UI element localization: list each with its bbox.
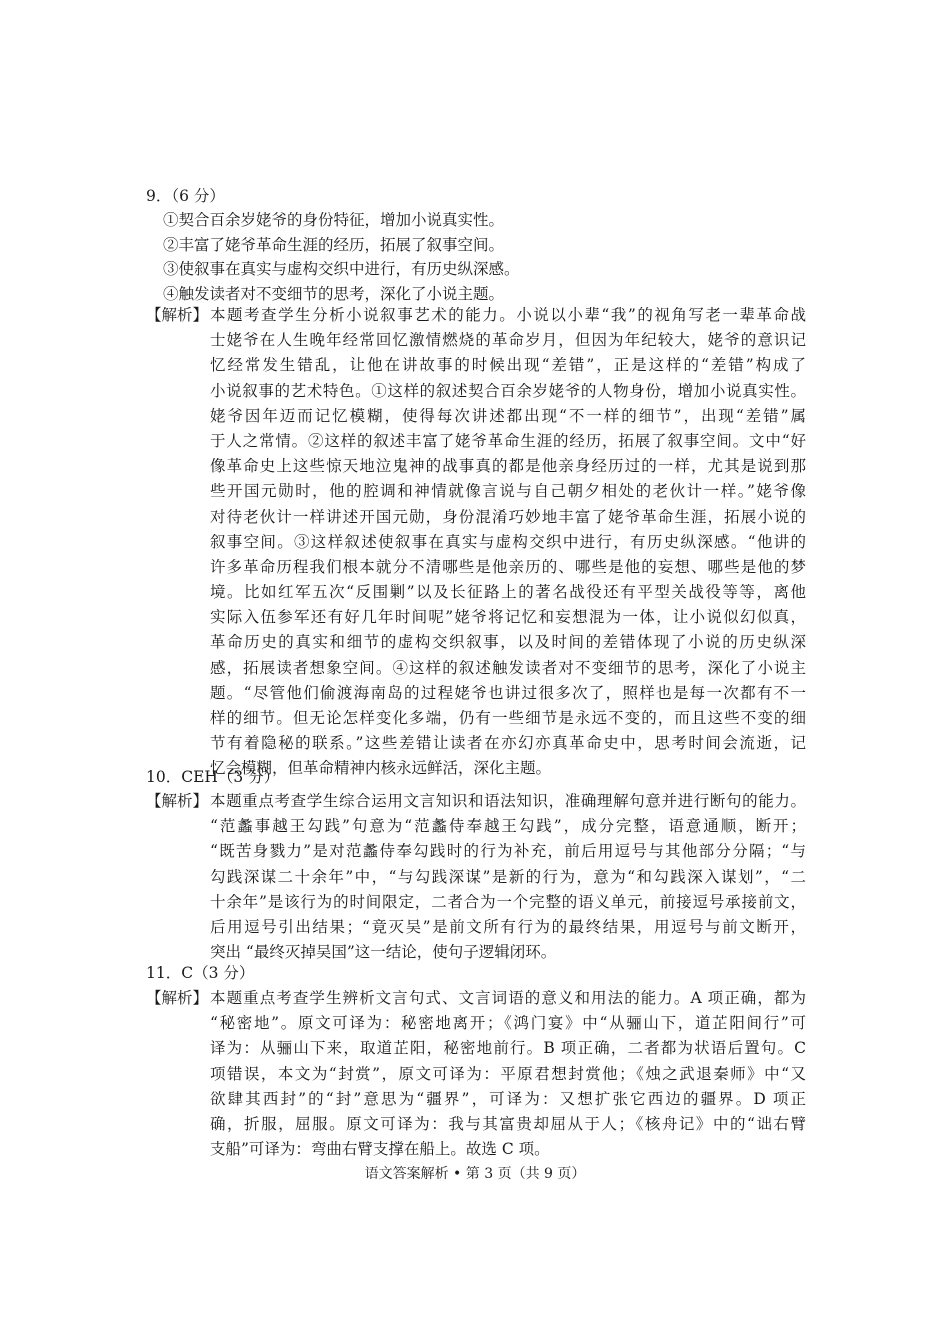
q11-analysis-line: “秘密地”。原文可译为：秘密地离开；《鸿门宴》中“从骊山下，道芷阳间行”可 — [210, 1014, 806, 1033]
q9-analysis-line: 士姥爷在人生晚年经常回忆激情燃烧的革命岁月，但因为年纪较大，姥爷的意识记 — [210, 331, 806, 350]
q9-analysis-line: 于人之常情。②这样的叙述丰富了姥爷革命生涯的经历，拓展了叙事空间。文中“好 — [210, 431, 806, 450]
q11-analysis-line: 译为：从骊山下来，取道芷阳，秘密地前行。B 项正确，二者都为状语后置句。C — [210, 1039, 806, 1058]
q9-analysis-label: 【解析】 — [146, 306, 209, 324]
q10-analysis-line: 本题重点考查学生综合运用文言知识和语法知识，准确理解句意并进行断句的能力。 — [210, 792, 806, 810]
q9-analysis-line: 实际入伍参军还有好几年时间呢”姥爷将记忆和妄想混为一体，让小说似幻似真， — [210, 608, 806, 627]
q11-analysis-line: 本题重点考查学生辨析文言句式、文言词语的意义和用法的能力。A 项正确，都为 — [210, 989, 806, 1007]
q10-analysis-line: “既苦身戮力”是对范蠡侍奉勾践时的行为补充，前后用逗号与其他部分分隔；“与 — [210, 842, 806, 861]
q10-analysis-line: 勾践深谋二十余年”中，“与勾践深谋”是新的行为，意为“和勾践深入谋划”，“二 — [210, 867, 806, 886]
q11-heading: 11．C（3 分） — [146, 964, 255, 982]
page-footer: 语文答案解析 • 第 3 页（共 9 页） — [364, 1166, 586, 1182]
q9-analysis-line: 本题考查学生分析小说叙事艺术的能力。小说以小辈“我”的视角写老一辈革命战 — [210, 306, 806, 324]
q10-analysis-line: 十余年”是该行为的时间限定，二者合为一个完整的语义单元，前接逗号承接前文， — [210, 892, 806, 911]
q9-analysis-line: 革命历史的真实和细节的虚构交织叙事，以及时间的差错体现了小说的历史纵深 — [210, 633, 806, 652]
q9-analysis-line: 像革命史上这些惊天地泣鬼神的战事真的都是他亲身经历过的一样，尤其是说到那 — [210, 457, 806, 476]
q10-heading: 10．CEH（3 分） — [146, 768, 280, 786]
q10-analysis-line: 突出 “最终灭掉吴国”这一结论，使句子逻辑闭环。 — [210, 943, 557, 962]
q9-analysis-line: 样的细节。但无论怎样变化多端，仍有一些细节是永远不变的，而且这些不变的细 — [210, 709, 806, 727]
q9-analysis-line: 节有着隐秘的联系。”这些差错让读者在亦幻亦真革命史中，思考时间会流逝，记 — [210, 734, 806, 753]
q9-analysis-line: 境。比如红军五次“反围剿”以及长征路上的著名战役还有平型关战役等等，离他 — [210, 583, 806, 602]
q9-analysis-line: 题。“尽管他们偷渡海南岛的过程姥爷也讲过很多次了，照样也是每一次都有不一 — [210, 683, 806, 702]
q11-analysis-line: 欲肆其西封”的“封”意思为“疆界”，可译为：又想扩张它西边的疆界。D 项正 — [210, 1089, 806, 1108]
q11-analysis-line: 项错误，本文为“封赏”，原文可译为：平原君想封赏他；《烛之武退秦师》中“又 — [210, 1064, 806, 1083]
q9-point-2: ②丰富了姥爷革命生涯的经历，拓展了叙事空间。 — [163, 235, 505, 254]
q9-point-1: ①契合百余岁姥爷的身份特征，增加小说真实性。 — [163, 211, 505, 229]
q9-analysis-line: 小说叙事的艺术特色。①这样的叙述契合百余岁姥爷的人物身份，增加小说真实性。 — [210, 381, 806, 400]
q10-analysis — [146, 789, 806, 965]
q11-analysis — [146, 986, 806, 1162]
q9-analysis-line: 许多革命历程我们根本就分不清哪些是他亲历的、哪些是他的妄想、哪些是他的梦 — [210, 557, 806, 576]
q9-point-4: ④触发读者对不变细节的思考，深化了小说主题。 — [163, 284, 505, 303]
q9-analysis-line: 感，拓展读者想象空间。④这样的叙述触发读者对不变细节的思考，深化了小说主 — [210, 658, 806, 677]
q9-analysis-line: 姥爷因年迈而记忆模糊，使得每次讲述都出现“不一样的细节”，出现“差错”属 — [210, 406, 806, 425]
q11-analysis-line: 确，折服，屈服。原文可译为：我与其富贵却屈从于人；《核舟记》中的“诎右臂 — [210, 1114, 806, 1133]
q9-analysis — [146, 303, 806, 782]
q9-analysis-line: 忆经常发生错乱，让他在讲故事的时候出现“差错”，正是这样的“差错”构成了 — [210, 356, 806, 375]
q9-point-3: ③使叙事在真实与虚构交织中进行，有历史纵深感。 — [163, 260, 520, 279]
q10-analysis-line: 后用逗号引出结果；“竟灭吴”是前文所有行为的最终结果，用逗号与前文断开， — [210, 917, 806, 936]
q11-analysis-line: 支船”可译为：弯曲右臂支撑在船上。故选 C 项。 — [210, 1140, 550, 1159]
q9-analysis-line: 忆会模糊，但革命精神内核永远鲜活，深化主题。 — [210, 759, 552, 778]
q10-analysis-line: “范蠡事越王勾践”句意为“范蠡侍奉越王勾践”，成分完整，语意通顺，断开； — [210, 817, 806, 836]
q11-analysis-label: 【解析】 — [146, 989, 209, 1007]
q9-heading: 9．（6 分） — [146, 187, 225, 205]
q9-analysis-line: 叙事空间。③这样叙述使叙事在真实与虚构交织中进行，有历史纵深感。“他讲的 — [210, 532, 806, 551]
q9-analysis-line: 对待老伙计一样讲述开国元勋，身份混淆巧妙地丰富了姥爷革命生涯，拓展小说的 — [210, 507, 806, 526]
q9-analysis-line: 些开国元勋时，他的腔调和神情就像言说与自己朝夕相处的老伙计一样。”姥爷像 — [210, 482, 806, 501]
q10-analysis-label: 【解析】 — [146, 792, 209, 810]
